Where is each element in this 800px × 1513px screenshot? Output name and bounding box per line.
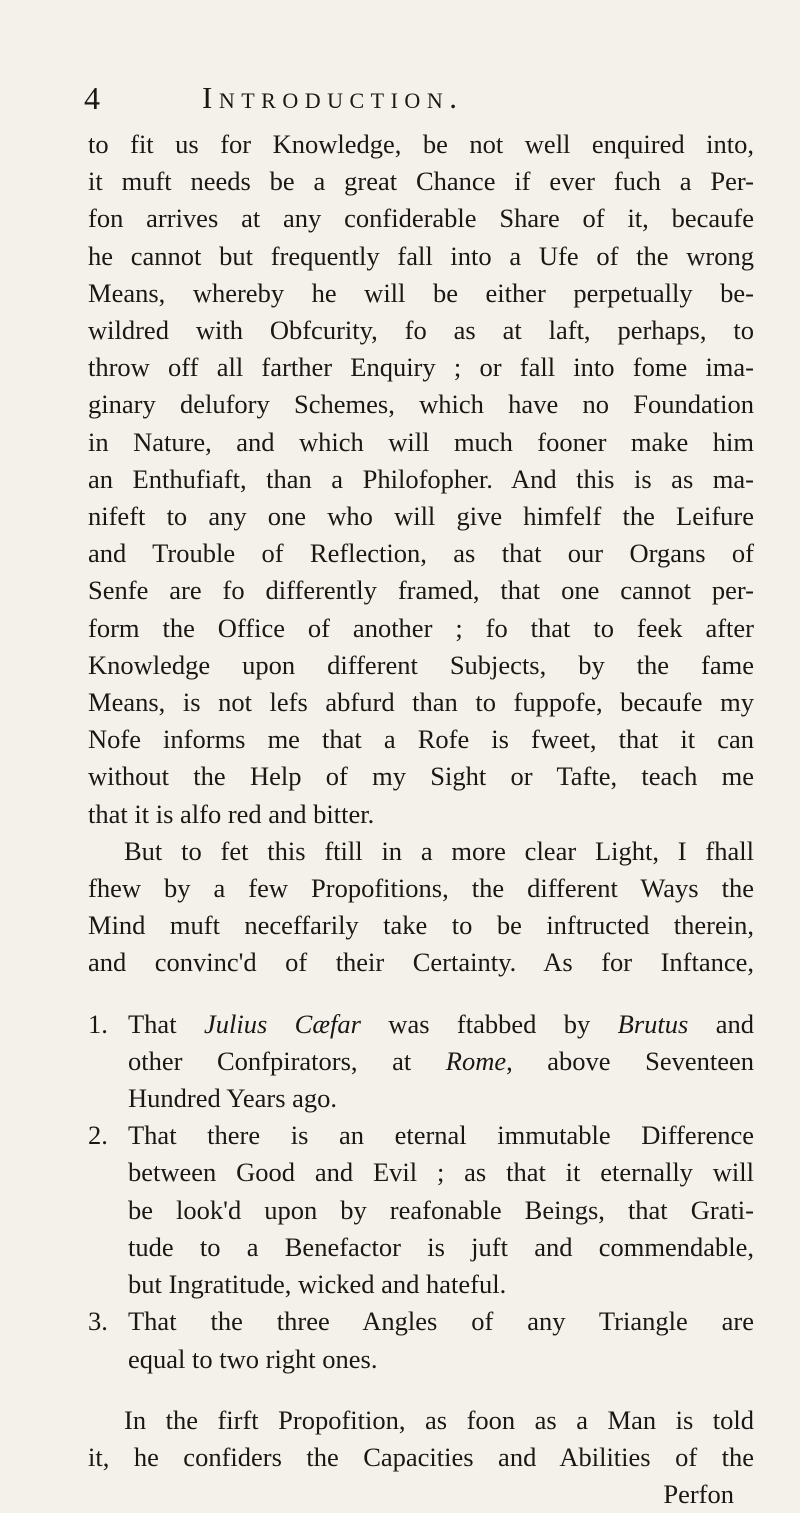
- text-line: Mind muft neceffarily take to be inftructed therein,: [88, 910, 754, 941]
- catchword: Perfon: [663, 1479, 734, 1510]
- paragraph-3: [88, 1402, 754, 1513]
- list-line: but Ingratitude, wicked and hateful.: [128, 1269, 507, 1300]
- list-line: be look'd upon by reafonable Beings, that Grati-: [128, 1194, 754, 1225]
- item-number: 1.: [88, 1008, 108, 1039]
- list-line: [88, 1303, 754, 1340]
- text-line: In the firft Propofition, as foon as a Man is told: [124, 1404, 754, 1435]
- list-line: Hundred Years ago.: [128, 1083, 338, 1114]
- text-line: it muft needs be a great Chance if ever fuch a Per-: [88, 166, 754, 197]
- text-line: in Nature, and which will much fooner make him: [88, 426, 754, 457]
- text-line: he cannot but frequently fall into a Ufe of the wrong: [88, 240, 754, 271]
- text-line: Means, is not lefs abfurd than to fuppofe, becaufe my: [88, 687, 754, 718]
- paragraph-2: [88, 833, 754, 982]
- text-line: wildred with Obfcurity, fo as at laft, perhaps, to: [88, 315, 754, 346]
- paragraph-1: [88, 126, 754, 833]
- italic-name: Julius Cæfar: [203, 1008, 361, 1039]
- text-line: Knowledge upon different Subjects, by the fame: [88, 649, 754, 680]
- text-span: , above Seventeen: [506, 1045, 754, 1076]
- text-line: an Enthufiaft, than a Philofopher. And this is as ma-: [88, 463, 754, 494]
- list-item-3: [88, 1303, 754, 1377]
- running-head: Introduction.: [202, 80, 464, 115]
- text-line: Senfe are fo differently framed, that one cannot per-: [88, 575, 754, 606]
- text-line: form the Office of another ; fo that to feek after: [88, 612, 754, 643]
- list-item-1: [88, 1006, 754, 1118]
- list-item-2: [88, 1117, 754, 1303]
- body-text: [88, 126, 754, 1513]
- list-line: [88, 1006, 754, 1043]
- text-line: it, he confiders the Capacities and Abilities of the: [88, 1441, 754, 1472]
- text-line: nifeft to any one who will give himfelf the Leifure: [88, 501, 754, 532]
- text-line: and Trouble of Reflection, as that our Organs of: [88, 538, 754, 569]
- list-line: equal to two right ones.: [128, 1343, 378, 1374]
- list-line: between Good and Evil ; as that it eternally will: [128, 1157, 754, 1188]
- text-line: that it is alfo red and bitter.: [88, 798, 375, 829]
- text-line: ginary delufory Schemes, which have no Foundation: [88, 389, 754, 420]
- text-span: was ftabbed by: [360, 1008, 618, 1039]
- item-number: 3.: [88, 1306, 108, 1337]
- page-number: 4: [84, 80, 100, 116]
- text-line: fhew by a few Propofitions, the different Ways the: [88, 873, 754, 904]
- text-span: That: [128, 1008, 204, 1039]
- italic-name: Brutus: [617, 1008, 689, 1039]
- list-line: [88, 1117, 754, 1154]
- item-number: 2.: [88, 1120, 108, 1151]
- text-line: But to fet this ftill in a more clear Light, I fhall: [124, 835, 754, 866]
- text-line: to fit us for Knowledge, be not well enquired into,: [88, 129, 754, 159]
- text-span: That the three Angles of any Triangle are: [128, 1306, 754, 1337]
- list-line: tude to a Benefactor is juft and commendable,: [128, 1231, 754, 1262]
- text-span: That there is an eternal immutable Difference: [128, 1120, 754, 1151]
- text-line: fon arrives at any confiderable Share of it, becaufe: [88, 203, 754, 234]
- text-span: other Confpirators, at: [128, 1045, 446, 1076]
- text-line: throw off all farther Enquiry ; or fall into fome ima-: [88, 352, 754, 383]
- italic-name: Rome: [445, 1045, 507, 1076]
- page-header: [84, 78, 744, 118]
- text-line: Nofe informs me that a Rofe is fweet, that it can: [88, 724, 754, 755]
- text-span: and: [688, 1008, 754, 1039]
- text-line: without the Help of my Sight or Tafte, teach me: [88, 761, 754, 792]
- list-line: [88, 1043, 754, 1080]
- text-line: and convinc'd of their Certainty. As for Inftance,: [88, 947, 754, 978]
- propositions-list: [88, 1006, 754, 1378]
- text-line: Means, whereby he will be either perpetually be-: [88, 277, 754, 308]
